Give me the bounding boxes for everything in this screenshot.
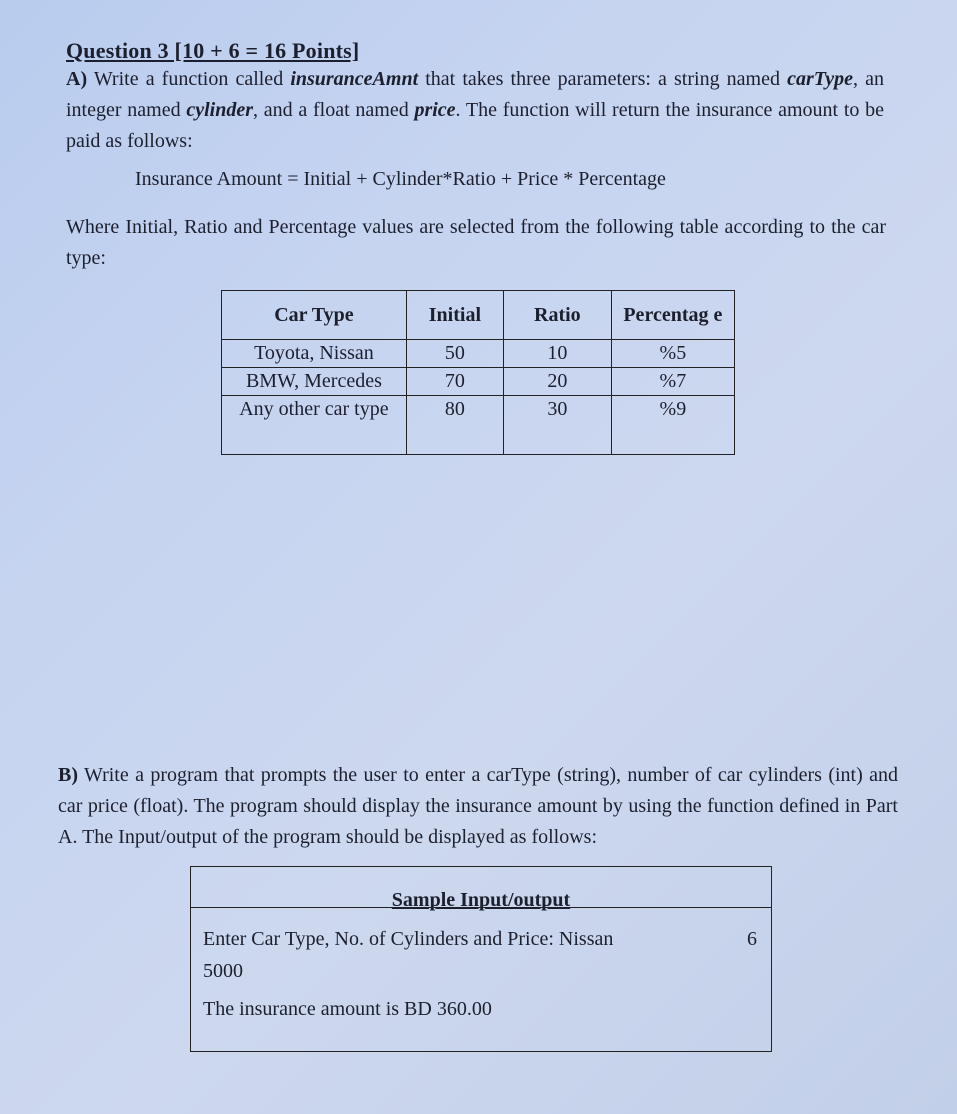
cell-initial: 70 xyxy=(406,368,503,396)
cell-car-type: Any other car type xyxy=(222,396,407,455)
cell-percentage: %5 xyxy=(611,340,734,368)
part-a-text-2: that takes three parameters: a string named xyxy=(418,68,788,90)
cell-ratio: 20 xyxy=(503,368,611,396)
question-title: Question 3 [10 + 6 = 16 Points] xyxy=(66,38,360,63)
function-name: insuranceAmnt xyxy=(290,68,419,90)
cell-car-type: BMW, Mercedes xyxy=(222,368,407,396)
param-price: price xyxy=(414,99,456,121)
table-header-row xyxy=(222,291,735,340)
sample-cylinders-value: 6 xyxy=(747,928,757,950)
sample-prompt: Enter Car Type, No. of Cylinders and Price: Nissan xyxy=(203,928,614,950)
insurance-table xyxy=(221,290,735,455)
header-ratio: Ratio xyxy=(503,291,611,340)
sample-io-box xyxy=(190,866,772,1052)
header-percentage: Percentag e xyxy=(611,291,734,340)
part-a-text-3: , an integer named xyxy=(66,68,884,121)
cell-ratio: 30 xyxy=(503,396,611,455)
cell-initial: 50 xyxy=(406,340,503,368)
part-a-text xyxy=(66,64,884,157)
part-a-text-1: Write a function called xyxy=(87,68,291,90)
part-a-text-5: . The function will return the insurance amount to be paid as follows: xyxy=(66,99,884,152)
cell-initial: 80 xyxy=(406,396,503,455)
sample-heading xyxy=(191,867,771,911)
part-b-label: B) xyxy=(58,764,78,786)
table-row xyxy=(222,396,735,455)
part-a-text-4: , and a float named xyxy=(253,99,415,121)
header-car-type: Car Type xyxy=(222,291,407,340)
header-initial: Initial xyxy=(406,291,503,340)
cell-car-type: Toyota, Nissan xyxy=(222,340,407,368)
sample-heading-text: Sample Input/output xyxy=(391,889,571,911)
part-a-label: A) xyxy=(66,68,88,90)
sample-output-line: The insurance amount is BD 360.00 xyxy=(203,998,492,1020)
table-row xyxy=(222,340,735,368)
param-cartype: carType xyxy=(787,68,853,90)
part-b-text xyxy=(58,760,898,853)
cell-percentage: %7 xyxy=(611,368,734,396)
sample-price-value: 5000 xyxy=(203,960,243,982)
cell-percentage: %9 xyxy=(611,396,734,455)
param-cylinder: cylinder xyxy=(186,99,253,121)
where-text: Where Initial, Ratio and Percentage values are selected from the following table according to the car type: xyxy=(66,216,886,269)
table-row xyxy=(222,368,735,396)
formula: Insurance Amount = Initial + Cylinder*Ratio + Price * Percentage xyxy=(135,168,666,190)
cell-ratio: 10 xyxy=(503,340,611,368)
sample-input-line xyxy=(203,923,759,987)
part-b-body: Write a program that prompts the user to enter a carType (string), number of car cylinders (int) and car price (float). The program should display the insurance amount by using the function defined in Part A. The Input/output of the program should be displayed as follows: xyxy=(58,764,898,848)
